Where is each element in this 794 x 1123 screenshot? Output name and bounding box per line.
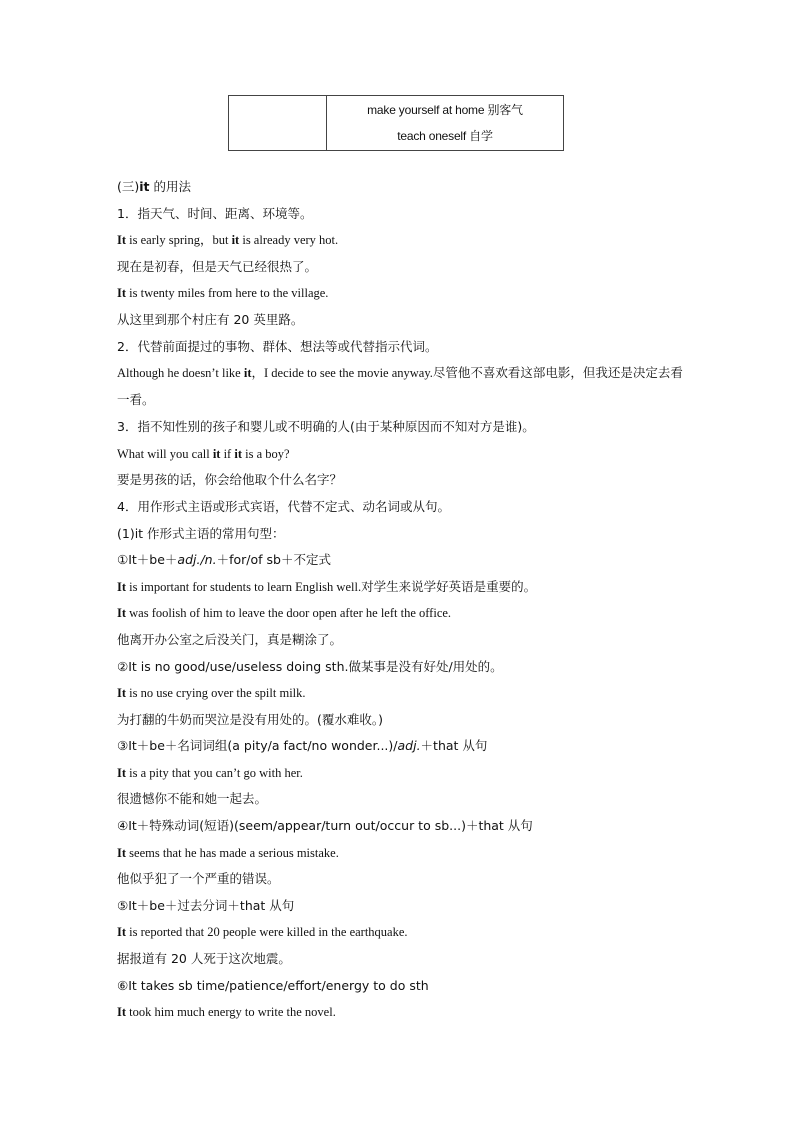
point-heading: 3．指不知性别的孩子和婴儿或不明确的人(由于某种原因而不知对方是谁)。 <box>117 419 535 435</box>
example-sentence: It is important for students to learn English well.对学生来说学好英语是重要的。 <box>117 579 537 594</box>
example-translation: 从这里到那个村庄有 20 英里路。 <box>117 311 304 327</box>
section-title: (三)it 的用法 <box>117 179 192 194</box>
example-sentence: Although he doesn’t like it，I decide to see the movie anyway.尽管他不喜欢看这部电影，但我还是决定去看一看。 <box>117 366 683 408</box>
vocab-table <box>228 95 564 151</box>
pattern: ⑤It＋be＋过去分词＋that 从句 <box>117 897 295 913</box>
table-row: teach oneself 自学 <box>397 129 493 143</box>
sub-heading: (1)it 作形式主语的常用句型： <box>117 525 285 541</box>
example-translation: 据报道有 20 人死于这次地震。 <box>117 951 291 967</box>
document-body <box>117 174 683 1026</box>
example-sentence: It is a pity that you can’t go with her. <box>117 765 303 780</box>
pattern: ⑥It takes sb time/patience/effort/energy to do sth <box>117 977 429 993</box>
example-sentence: It took him much energy to write the novel. <box>117 1005 336 1020</box>
table-row: make yourself at home 别客气 <box>367 103 523 117</box>
table-empty-cell <box>229 96 327 150</box>
example-translation: 为打翻的牛奶而哭泣是没有用处的。(覆水难收。) <box>117 711 384 727</box>
pattern: ①It＋be＋adj./n.＋for/of sb＋不定式 <box>117 552 331 568</box>
pattern: ②It is no good/use/useless doing sth.做某事是没有好处/用处的。 <box>117 658 503 674</box>
point-heading: 2．代替前面提过的事物、群体、想法等或代替指示代词。 <box>117 338 438 354</box>
table-phrase-cell <box>327 96 563 150</box>
point-heading: 1．指天气、时间、距离、环境等。 <box>117 205 313 221</box>
example-sentence: What will you call it if it is a boy? <box>117 446 290 461</box>
example-sentence: It seems that he has made a serious mistake. <box>117 845 339 860</box>
example-sentence: It is twenty miles from here to the village. <box>117 286 329 301</box>
example-sentence: It is reported that 20 people were killed in the earthquake. <box>117 925 408 940</box>
example-translation: 他离开办公室之后没关门，真是糊涂了。 <box>117 631 343 647</box>
example-sentence: It was foolish of him to leave the door open after he left the office. <box>117 606 452 621</box>
example-translation: 要是男孩的话，你会给他取个什么名字？ <box>117 472 343 488</box>
example-sentence: It is no use crying over the spilt milk. <box>117 686 306 701</box>
point-heading: 4．用作形式主语或形式宾语，代替不定式、动名词或从句。 <box>117 498 450 514</box>
example-translation: 他似乎犯了一个严重的错误。 <box>117 871 280 887</box>
example-translation: 很遗憾你不能和她一起去。 <box>117 791 268 807</box>
pattern: ④It＋特殊动词(短语)(seem/appear/turn out/occur to sb...)＋that 从句 <box>117 818 533 834</box>
example-translation: 现在是初春，但是天气已经很热了。 <box>117 258 318 274</box>
example-sentence: It is early spring，but it is already very hot. <box>117 233 339 248</box>
pattern: ③It＋be＋名词词组(a pity/a fact/no wonder...)/adj.＋that 从句 <box>117 738 488 754</box>
